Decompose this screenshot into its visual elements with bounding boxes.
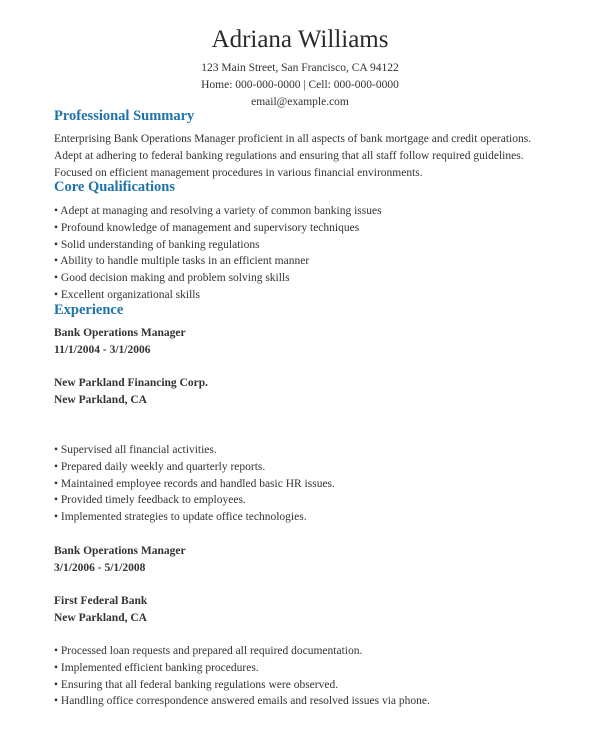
list-item: • Maintained employee records and handled basic HR issues. — [54, 477, 335, 490]
list-item: • Excellent organizational skills — [54, 288, 200, 301]
job-header — [54, 543, 186, 577]
list-item: • Solid understanding of banking regulations — [54, 238, 260, 251]
job-title: Bank Operations Manager — [54, 327, 186, 339]
summary-line: Enterprising Bank Operations Manager proficient in all aspects of bank mortgage and credit operations. — [54, 133, 532, 145]
phone-numbers: Home: 000-000-0000 | Cell: 000-000-0000 — [201, 78, 399, 91]
summary-line: Focused on efficient management procedures in various financial environments. — [54, 166, 423, 179]
list-item: • Processed loan requests and prepared all required documentation. — [54, 645, 363, 657]
list-item: • Handling office correspondence answered emails and resolved issues via phone. — [54, 695, 430, 708]
location: New Parkland, CA — [54, 611, 147, 624]
section-heading-qualifications: Core Qualifications — [54, 179, 175, 195]
list-item: • Implemented strategies to update office technologies. — [54, 511, 307, 524]
job-employer — [54, 593, 147, 627]
list-item: • Adept at managing and resolving a variety of common banking issues — [54, 205, 382, 217]
job-dates: 3/1/2006 - 5/1/2008 — [54, 561, 146, 574]
address: 123 Main Street, San Francisco, CA 94122 — [201, 62, 399, 74]
list-item: • Implemented efficient banking procedures. — [54, 661, 259, 674]
section-heading-summary: Professional Summary — [54, 108, 195, 124]
job-employer — [54, 375, 208, 409]
section-heading-experience: Experience — [54, 302, 124, 318]
company: New Parkland Financing Corp. — [54, 377, 208, 389]
list-item: • Provided timely feedback to employees. — [54, 494, 246, 507]
summary-text — [54, 131, 531, 181]
list-item: • Supervised all financial activities. — [54, 444, 217, 456]
company: First Federal Bank — [54, 595, 148, 607]
candidate-name: Adriana Williams — [211, 26, 389, 53]
qualifications-list — [54, 203, 382, 304]
email: email@example.com — [251, 95, 349, 108]
list-item: • Ensuring that all federal banking regulations were observed. — [54, 678, 339, 691]
contact-info — [0, 60, 600, 110]
list-item: • Profound knowledge of management and supervisory techniques — [54, 221, 360, 234]
job-title: Bank Operations Manager — [54, 545, 186, 557]
job-bullets — [54, 643, 430, 710]
summary-line: Adept at adhering to federal banking regulations and ensuring that all staff follow required guidelines. — [54, 149, 524, 162]
list-item: • Prepared daily weekly and quarterly reports. — [54, 460, 266, 473]
list-item: • Good decision making and problem solving skills — [54, 272, 290, 285]
job-header — [54, 325, 186, 359]
list-item: • Ability to handle multiple tasks in an efficient manner — [54, 255, 310, 268]
job-dates: 11/1/2004 - 3/1/2006 — [54, 343, 151, 356]
job-bullets — [54, 442, 335, 526]
location: New Parkland, CA — [54, 393, 147, 406]
